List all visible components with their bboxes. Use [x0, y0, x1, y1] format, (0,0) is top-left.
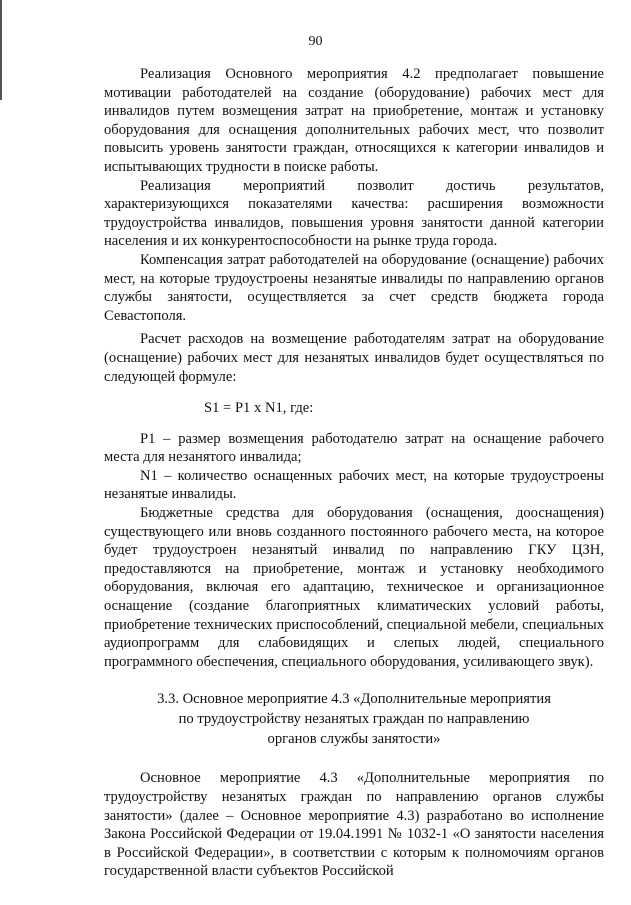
paragraph-budget-funds: Бюджетные средства для оборудования (оснащения, дооснащения) существующего или вновь созданного постоянного рабочего места, на которое будет трудоустроен незанятый инвалид по направлению ГКУ ЦЗН, предоставляются на приобретение, монтаж и установку необходимого оборудования, включая его адаптацию, техническое и организационное оснащение (создание благоприятных климатических условий работы, приобретение технических приспособлений, специальной мебели, специальных аудиопрограмм для слабовидящих и слепых людей, специального программного обеспечения, специального оборудования, усиливающего звук). — [104, 505, 604, 670]
section-heading-line-1: 3.3. Основное мероприятие 4.3 «Дополнительные мероприятия — [157, 691, 551, 708]
paragraph-2: Реализация мероприятий позволит достичь результатов, характеризующихся показателями качества: расширения возможности трудоустройства инвалидов, повышения уровня занятости данной категории населения и их конкурентоспособности на рынке труда города. — [104, 177, 604, 250]
paragraph-1: Реализация Основного мероприятия 4.2 предполагает повышение мотивации работодателей на создание (оборудование) рабочих мест для инвалидов путем возмещения затрат на приобретение, монтаж и установку оборудования для оснащения дополнительных рабочих мест, что позволит повысить уровень занятости граждан, относящихся к категории инвалидов и испытывающих трудности в поиске работы. — [104, 66, 604, 175]
paragraph-p1-definition: P1 – размер возмещения работодателю затрат на оснащение рабочего места для незанятого инвалида; — [104, 430, 604, 466]
document-body — [104, 65, 604, 881]
section-heading-line-3: органов службы занятости» — [267, 731, 441, 748]
scan-edge-line — [0, 0, 2, 100]
paragraph-4: Расчет расходов на возмещение работодателям затрат на оборудование (оснащение) рабочих мест для незанятых инвалидов будет осуществляться по следующей формуле: — [104, 331, 604, 385]
paragraph-n1-definition: N1 – количество оснащенных рабочих мест, на которые трудоустроены незанятые инвалиды. — [104, 467, 604, 503]
paragraph-section-body: Основное мероприятие 4.3 «Дополнительные мероприятия по трудоустройству незанятых граждан по направлению органов службы занятости» (далее – Основное мероприятие 4.3) разработано во исполнение Закона Российской Федерации от 19.04.1991 № 1032-1 «О занятости населения в Российской Федерации», в соответствии с которым к полномочиям органов государственной власти субъектов Российской — [104, 770, 604, 880]
page-number: 90 — [308, 34, 323, 49]
paragraph-3: Компенсация затрат работодателей на оборудование (оснащение) рабочих мест, на которые трудоустроены незанятые инвалиды по направлению органов службы занятости, осуществляется за счет средств бюджета города Севастополя. — [104, 251, 604, 324]
section-heading-line-2: по трудоустройству незанятых граждан по направлению — [178, 711, 530, 728]
section-heading — [104, 689, 604, 749]
formula: S1 = P1 x N1, где: — [204, 400, 314, 417]
